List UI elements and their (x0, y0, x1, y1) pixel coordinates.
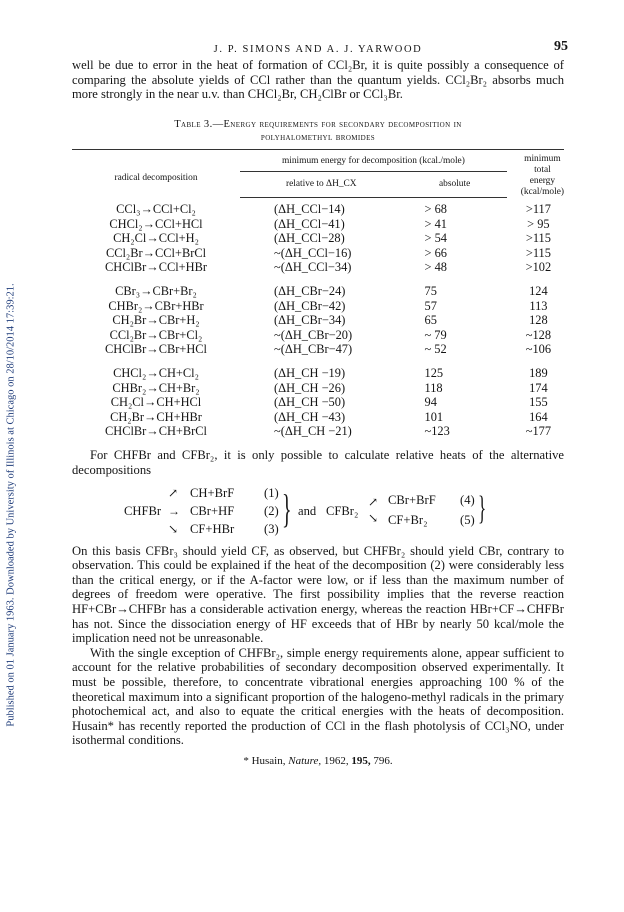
total-energy-cell: ~177 (525, 423, 552, 438)
absolute-energy-cell: > 48 (424, 259, 447, 274)
table-row (72, 299, 564, 313)
header-minimum-energy: minimum energy for decomposition (kcal./mole) (281, 156, 465, 167)
table-row (72, 274, 564, 298)
relative-energy-cell: (ΔH_CH −19) (274, 366, 346, 381)
scheme-product-4: CBr+BrF (388, 492, 436, 507)
header-absolute: absolute (403, 172, 507, 198)
absolute-energy-cell: 65 (424, 313, 437, 328)
footnote-volume: 195, (351, 754, 371, 767)
right-brace-icon: } (478, 489, 487, 527)
header-authors: J. P. SIMONS AND A. J. YARWOOD (213, 44, 423, 55)
total-energy-cell: 174 (529, 380, 548, 395)
scheme-label-1: (1) (264, 485, 279, 500)
scheme-product-1: CH+BrF (190, 485, 235, 500)
arrow-down-right-icon: ↘ (168, 521, 179, 536)
paragraph-3: On this basis CFBr₃ should yield CF, as observed, but CHFBr₂ should yield CBr, contrary to observation. This could be explained if the heat of the decomposition (2) were considerably less than the critical energy, or if the A-factor were low, or if less than the maximum number of degrees of freedom were operative. The first possibility implies that the reverse reaction HF+CBr→CHFBr has a considerable activation energy, whereas the reaction HBr+CF→CHFBr has not. Since the dissociation energy of HF exceeds that of HBr by nearly 50 kcal/mole the implication need not be unreasonable. (72, 543, 564, 646)
absolute-energy-cell: 125 (424, 366, 444, 381)
arrow-up-right-icon: ↗ (168, 485, 179, 500)
total-energy-cell: > 95 (527, 216, 550, 231)
table-row (72, 246, 564, 260)
reaction-cell: CH₂Br→CH+HBr (110, 409, 202, 424)
relative-energy-cell: ~(ΔH_CBr−20) (274, 327, 353, 342)
reaction-cell: CHCl₂→CH+Cl₂ (113, 366, 199, 381)
total-energy-cell: >115 (525, 231, 551, 246)
reaction-cell: CH₂Br→CBr+H₂ (112, 313, 200, 328)
paragraph-2: For CHFBr and CFBr₂, it is only possible to calculate relative heats of the alternative decompositions (72, 448, 564, 477)
footnote (72, 754, 564, 769)
scheme-left-reactant: CHFBr (124, 503, 162, 518)
relative-energy-cell: (ΔH_CCl−41) (274, 216, 345, 231)
total-energy-cell: 128 (529, 313, 548, 328)
absolute-energy-cell: ~123 (424, 423, 450, 438)
absolute-energy-cell: > 66 (424, 245, 447, 260)
page-content (72, 39, 568, 768)
energy-table (72, 149, 564, 439)
reaction-cell: CBr₃→CBr+Br₂ (115, 284, 197, 299)
absolute-energy-cell: 57 (424, 298, 437, 313)
table-row (72, 198, 564, 217)
absolute-energy-cell: 75 (424, 284, 437, 299)
decomposition-scheme (72, 484, 564, 538)
absolute-energy-cell: 101 (424, 409, 444, 424)
table-row (72, 410, 564, 424)
total-energy-cell: ~106 (525, 341, 552, 356)
relative-energy-cell: ~(ΔH_CCl−16) (274, 245, 352, 260)
scheme-label-2: (2) (264, 503, 279, 518)
total-energy-cell: >117 (525, 202, 551, 217)
relative-energy-cell: (ΔH_CBr−34) (274, 313, 346, 328)
table-caption-line-1: Table 3.—Energy requirements for secondary decomposition in (174, 118, 462, 130)
table-row (72, 381, 564, 395)
scheme-product-3: CF+HBr (190, 521, 235, 536)
reaction-cell: CHClBr→CBr+HCl (105, 341, 207, 356)
left-brace-icon: } (282, 485, 292, 531)
footnote-pages: 796. (373, 754, 393, 767)
reaction-cell: CCl₂Br→CCl+BrCl (105, 245, 207, 260)
arrow-right-icon: → (168, 503, 180, 518)
paragraph-1: well be due to error in the heat of formation of CCl₂Br, it is quite possibly a consequence of comparing the absolute yields of CCl rather than the quantum yields. CCl₂Br₂ absorbs much more strongly in the near u.v. than CHCl₂Br, CH₂ClBr or CCl₃Br. (72, 58, 564, 102)
total-energy-cell: 164 (529, 409, 548, 424)
absolute-energy-cell: ~ 52 (424, 341, 447, 356)
total-energy-cell: 189 (529, 366, 548, 381)
table-caption-line-2: polyhalomethyl bromides (260, 131, 376, 143)
header-relative: relative to ΔH_CX (240, 172, 402, 198)
table-row (72, 395, 564, 409)
table-row (72, 342, 564, 356)
reaction-cell: CH₂Cl→CH+HCl (110, 395, 202, 410)
footnote-author: * Husain, (243, 754, 286, 767)
running-header (72, 39, 568, 58)
footnote-journal: Nature, (288, 754, 322, 767)
paragraph-4: With the single exception of CHFBr₂, simple energy requirements alone, appear sufficient to account for the relative probabilities of secondary decomposition observed experimentally. It must be possible, therefore, to concentrate vibrational energies approaching 100 % of the theoretical maximum into a significant proportion of the halogeno-methyl radicals in the primary photochemical act, and also to equate the critical energies with the heats of decomposition. Husain* has recently reported the production of CCl in the flash photolysis of CCl₃NO, under isothermal conditions. (72, 645, 564, 748)
relative-energy-cell: ~(ΔH_CBr−47) (274, 341, 353, 356)
header-radical-decomposition: radical decomposition (114, 173, 198, 184)
table-row (72, 217, 564, 231)
scheme-right-reactant: CFBr₂ (326, 503, 359, 518)
total-energy-cell: 155 (529, 395, 548, 410)
total-energy-cell: 124 (529, 284, 548, 299)
absolute-energy-cell: ~ 79 (424, 327, 447, 342)
relative-energy-cell: (ΔH_CCl−28) (274, 231, 345, 246)
relative-energy-cell: (ΔH_CBr−24) (274, 284, 346, 299)
scheme-label-3: (3) (264, 521, 279, 536)
absolute-energy-cell: > 54 (424, 231, 447, 246)
scheme-product-2: CBr+HF (190, 503, 235, 518)
download-watermark (0, 0, 22, 912)
download-watermark-text: Published on 01 January 1963. Downloaded by University of Illinois at Chicago on 28/10/2014 17:39:21. (5, 283, 17, 727)
table-row (72, 260, 564, 274)
absolute-energy-cell: 94 (424, 395, 437, 410)
scheme-label-4: (4) (460, 492, 475, 507)
total-energy-cell: >115 (525, 245, 551, 260)
relative-energy-cell: (ΔH_CH −50) (274, 395, 346, 410)
table-row (72, 231, 564, 245)
table-row (72, 328, 564, 342)
reaction-cell: CHClBr→CH+BrCl (105, 423, 207, 438)
scheme-label-5: (5) (460, 512, 475, 527)
relative-energy-cell: ~(ΔH_CH −21) (274, 423, 352, 438)
absolute-energy-cell: 118 (424, 380, 443, 395)
scheme-product-5: CF+Br₂ (388, 512, 428, 527)
relative-energy-cell: (ΔH_CCl−14) (274, 202, 345, 217)
table-body (72, 198, 564, 439)
table-row (72, 356, 564, 380)
reaction-cell: CHCl₂→CCl+HCl (109, 216, 203, 231)
absolute-energy-cell: > 41 (424, 216, 447, 231)
relative-energy-cell: (ΔH_CBr−42) (274, 298, 346, 313)
absolute-energy-cell: > 68 (424, 202, 447, 217)
total-energy-cell: >102 (525, 259, 552, 274)
reaction-cell: CHClBr→CCl+HBr (105, 259, 207, 274)
reaction-cell: CCl₃→CCl+Cl₂ (116, 202, 196, 217)
table-row (72, 313, 564, 327)
scheme-and: and (298, 503, 317, 518)
arrow-down-right-icon: ↘ (368, 510, 379, 525)
reaction-cell: CCl₂Br→CBr+Cl₂ (109, 327, 203, 342)
arrow-up-right-icon: ↗ (368, 494, 379, 509)
total-energy-cell: ~128 (525, 327, 552, 342)
total-energy-cell: 113 (529, 298, 548, 313)
relative-energy-cell: (ΔH_CH −26) (274, 380, 346, 395)
reaction-cell: CHBr₂→CBr+HBr (108, 298, 204, 313)
reaction-cell: CHBr₂→CH+Br₂ (112, 380, 200, 395)
relative-energy-cell: (ΔH_CH −43) (274, 409, 346, 424)
table-row (72, 424, 564, 438)
page-number: 95 (554, 39, 568, 54)
table-caption (72, 118, 564, 144)
header-minimum-total-energy: minimum total energy (kcal/mole) (520, 153, 565, 197)
relative-energy-cell: ~(ΔH_CCl−34) (274, 259, 352, 274)
reaction-cell: CH₂Cl→CCl+H₂ (113, 231, 199, 246)
footnote-year: 1962, (323, 754, 349, 767)
